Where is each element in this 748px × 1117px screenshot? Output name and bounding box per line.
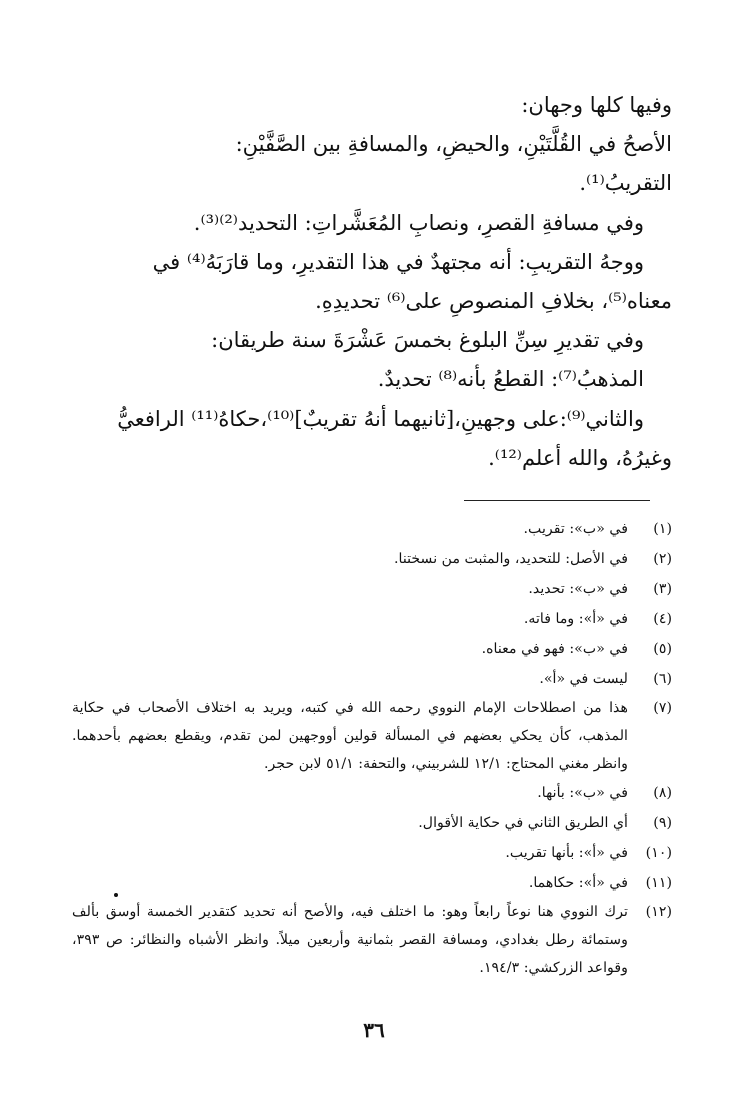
main-line: معناه⁽⁵⁾، بخلافِ المنصوصِ على⁽⁶⁾ تحديدِهِ. [315,288,672,313]
main-line: وفي تقديرِ سِنِّ البلوغ بخمسَ عَشْرَةَ سنة طريقان: [211,328,644,353]
footnote [72,604,672,634]
footnote-text: في الأصل: للتحديد، والمثبت من نسختنا. [393,551,628,567]
footnote-separator [464,500,650,501]
footnote [72,898,672,982]
footnote-number: (١٠) [645,845,672,861]
footnote [72,514,672,544]
footnote-text: في «أ»: وما فاته. [523,611,628,627]
footnote [72,664,672,694]
footnote [72,694,672,778]
footnote-text: ليست في «أ». [539,671,628,687]
footnote-number: (٦) [653,671,672,687]
footnotes [72,514,672,982]
footnote-text: في «أ»: حكاهما. [528,875,628,891]
footnote-number: (٧) [653,700,672,716]
footnote-text: في «ب»: بأنها. [537,785,628,801]
footnote-number: (٥) [653,641,672,657]
main-line: وفيها كلها وجهان: [521,93,672,117]
footnote [72,808,672,838]
main-line: التقريبُ⁽¹⁾. [579,171,672,196]
main-line: ووجهُ التقريبِ: أنه مجتهدٌ في هذا التقديرِ، وما قارَبَهُ⁽⁴⁾ في [152,249,644,274]
footnote-text: في «ب»: تقريب. [523,521,628,537]
footnote [72,544,672,574]
footnote [72,574,672,604]
footnote-text: أي الطريق الثاني في حكاية الأقوال. [418,815,628,831]
footnote-text: في «ب»: تحديد. [528,581,628,597]
footnote-text: هذا من اصطلاحات الإمام النووي رحمه الله في كتبه، ويريد به اختلاف الأصحاب في حكاية المذهب، كأن يحكي بعضهم في المسألة قولين أووجهين لمن تقدم، ويقطع بعضهم بأحدهما. وانظر مغني المحتاج: ١٢/١ للشربيني، والتحفة: ٥١/١ لابن حجر. [72,700,628,772]
footnote-number: (٣) [653,581,672,597]
footnote-number: (٤) [653,611,672,627]
footnote-number: (٢) [653,551,672,567]
footnote-text: في «ب»: فهو في معناه. [481,641,628,657]
footnote [72,868,672,898]
page-number: ٣٦ [363,1018,385,1042]
main-line: المذهبُ⁽⁷⁾: القطعُ بأنه⁽⁸⁾ تحديدٌ. [377,367,644,392]
footnote [72,838,672,868]
footnote-text: ترك النووي هنا نوعاً رابعاً وهو: ما اختلف فيه، والأصح أنه تحديد كتقدير الخمسة أوسق بألف وستمائة رطل بغدادي، ومسافة القصر بثمانية وأربعين ميلاً. وانظر الأشباه والنظائر: ص ٣٩٣، وقواعد الزركشي: ١٩٤/٣. [72,904,628,976]
main-line: وفي مسافةِ القصرِ، ونصابِ المُعَشَّراتِ: التحديد⁽²⁾⁽³⁾. [193,210,644,235]
stray-dot-mark [114,893,118,897]
footnote-number: (١) [653,521,672,537]
footnote-number: (٨) [653,785,672,801]
footnote [72,634,672,664]
main-line: والثاني⁽⁹⁾:على وجهينِ،[ثانيهما أنهُ تقريبٌ]⁽¹⁰⁾،حكاهُ⁽¹¹⁾ الرافعيُّ [117,406,644,431]
main-text [60,86,672,478]
footnote [72,778,672,808]
footnote-number: (٩) [653,815,672,831]
footnote-number: (١١) [645,875,672,891]
footnote-number: (١٢) [645,904,672,920]
footnote-text: في «أ»: بأنها تقريب. [505,845,628,861]
main-line: وغيرُهُ، والله أعلم⁽¹²⁾. [488,445,672,470]
main-line: الأصحُ في القُلَّتَيْنِ، والحيضِ، والمسافةِ بين الصَّفَّيْنِ: [235,132,672,157]
